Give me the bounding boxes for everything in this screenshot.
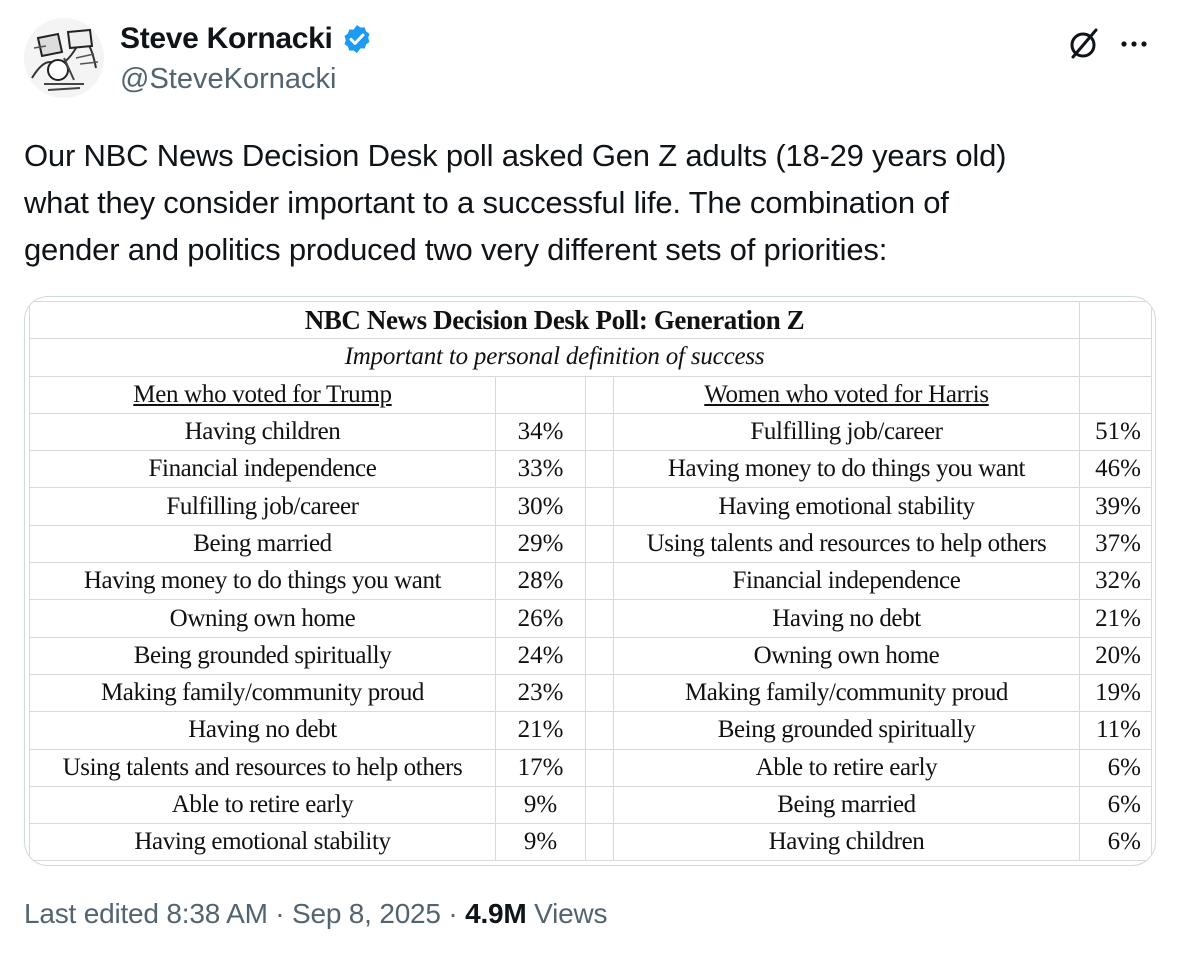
right-item-percent: 46% [1080, 451, 1152, 488]
right-item-label: Using talents and resources to help others [614, 525, 1080, 562]
avatar[interactable] [24, 18, 104, 98]
right-item-label: Being married [614, 786, 1080, 823]
right-item-percent: 32% [1080, 563, 1152, 600]
grok-icon[interactable] [1064, 24, 1104, 64]
left-item-percent: 30% [496, 488, 586, 525]
right-item-percent: 6% [1080, 786, 1152, 823]
poll-row [30, 525, 1152, 562]
spacer-cell [586, 674, 614, 711]
right-item-label: Financial independence [614, 563, 1080, 600]
left-item-label: Having emotional stability [30, 824, 496, 861]
left-column-heading: Men who voted for Trump [30, 376, 496, 413]
empty-cell [1080, 339, 1152, 376]
poll-row [30, 488, 1152, 525]
right-item-percent: 19% [1080, 674, 1152, 711]
left-item-label: Being married [30, 525, 496, 562]
spacer-cell [586, 749, 614, 786]
left-item-percent: 17% [496, 749, 586, 786]
poll-row [30, 824, 1152, 861]
author-handle[interactable]: @SteveKornacki [120, 63, 337, 95]
right-item-label: Having money to do things you want [614, 451, 1080, 488]
spacer-cell [586, 600, 614, 637]
tweet-text-line: Our NBC News Decision Desk poll asked Gen Z adults (18-29 years old) [24, 138, 1007, 173]
left-item-percent: 26% [496, 600, 586, 637]
poll-row [30, 413, 1152, 450]
right-item-percent: 21% [1080, 600, 1152, 637]
left-item-percent: 34% [496, 413, 586, 450]
views-count: 4.9M [465, 898, 527, 929]
tweet-text [24, 132, 1154, 273]
poll-row [30, 451, 1152, 488]
left-item-label: Having children [30, 413, 496, 450]
left-item-percent: 21% [496, 712, 586, 749]
right-item-percent: 20% [1080, 637, 1152, 674]
right-item-label: Having no debt [614, 600, 1080, 637]
spacer-cell [586, 525, 614, 562]
right-item-percent: 11% [1080, 712, 1152, 749]
left-item-label: Having no debt [30, 712, 496, 749]
poll-row [30, 563, 1152, 600]
tweet-meta [24, 898, 607, 930]
tweet-text-line: what they consider important to a successful life. The combination of [24, 185, 949, 220]
author-display-name[interactable]: Steve Kornacki [120, 22, 333, 55]
verified-badge-icon [341, 23, 373, 55]
poll-subtitle: Important to personal definition of success [30, 339, 1080, 376]
poll-row [30, 600, 1152, 637]
right-item-label: Making family/community proud [614, 674, 1080, 711]
spacer-cell [586, 786, 614, 823]
left-item-label: Being grounded spiritually [30, 637, 496, 674]
left-item-percent: 23% [496, 674, 586, 711]
empty-cell [496, 376, 586, 413]
left-item-percent: 28% [496, 563, 586, 600]
spacer-cell [586, 824, 614, 861]
left-item-label: Making family/community proud [30, 674, 496, 711]
spacer-cell [586, 451, 614, 488]
left-item-label: Using talents and resources to help others [30, 749, 496, 786]
right-item-percent: 51% [1080, 413, 1152, 450]
left-item-label: Able to retire early [30, 786, 496, 823]
spacer-cell [586, 563, 614, 600]
poll-row [30, 786, 1152, 823]
poll-title: NBC News Decision Desk Poll: Generation Z [30, 302, 1080, 339]
tweet-media-image[interactable] [24, 296, 1156, 866]
views-label: Views [526, 898, 608, 929]
spacer-cell [586, 637, 614, 674]
right-item-label: Having children [614, 824, 1080, 861]
right-item-percent: 39% [1080, 488, 1152, 525]
left-item-percent: 9% [496, 824, 586, 861]
spacer-cell [586, 376, 614, 413]
poll-row [30, 712, 1152, 749]
right-item-label: Having emotional stability [614, 488, 1080, 525]
right-item-label: Fulfilling job/career [614, 413, 1080, 450]
spacer-cell [586, 712, 614, 749]
poll-row [30, 749, 1152, 786]
poll-row [30, 637, 1152, 674]
left-item-percent: 24% [496, 637, 586, 674]
right-item-percent: 6% [1080, 749, 1152, 786]
avatar-sketch-icon [24, 18, 104, 98]
edited-timestamp[interactable]: Last edited 8:38 AM · Sep 8, 2025 · [24, 898, 466, 929]
more-icon[interactable] [1114, 24, 1154, 64]
left-item-percent: 9% [496, 786, 586, 823]
left-item-label: Financial independence [30, 451, 496, 488]
tweet-text-line: gender and politics produced two very different sets of priorities: [24, 232, 888, 267]
right-column-heading: Women who voted for Harris [614, 376, 1080, 413]
right-item-label: Able to retire early [614, 749, 1080, 786]
poll-table [29, 301, 1152, 861]
left-item-label: Owning own home [30, 600, 496, 637]
left-item-percent: 29% [496, 525, 586, 562]
empty-cell [1080, 302, 1152, 339]
left-item-label: Fulfilling job/career [30, 488, 496, 525]
left-item-percent: 33% [496, 451, 586, 488]
author-name-row [120, 22, 373, 56]
right-item-percent: 37% [1080, 525, 1152, 562]
spacer-cell [586, 413, 614, 450]
poll-row [30, 674, 1152, 711]
right-item-label: Being grounded spiritually [614, 712, 1080, 749]
right-item-percent: 6% [1080, 824, 1152, 861]
spacer-cell [586, 488, 614, 525]
left-item-label: Having money to do things you want [30, 563, 496, 600]
empty-cell [1080, 376, 1152, 413]
right-item-label: Owning own home [614, 637, 1080, 674]
